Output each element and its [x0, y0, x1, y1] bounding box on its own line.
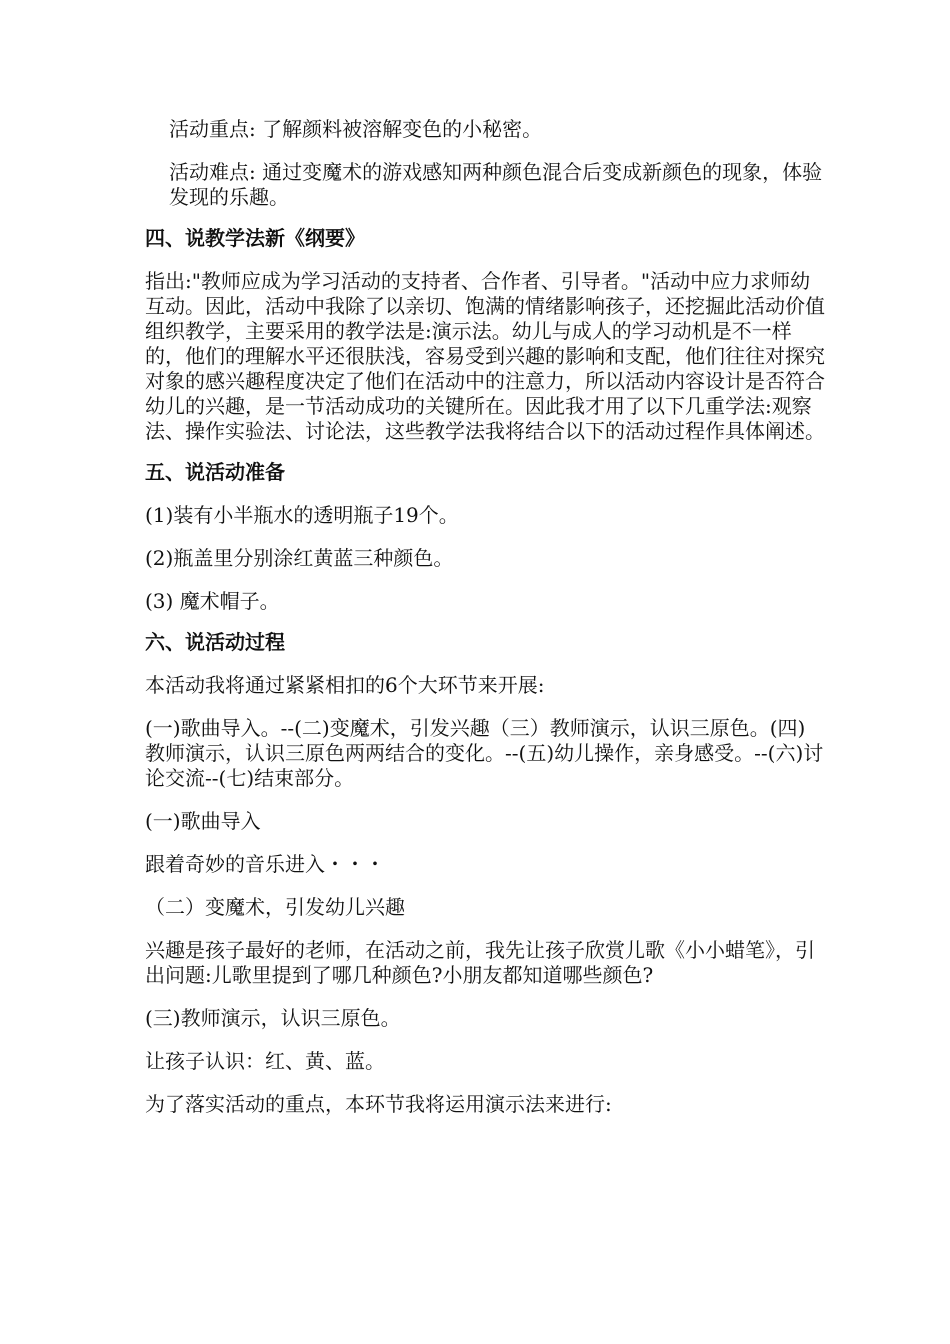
- step1-heading: (一)歌曲导入: [145, 809, 261, 833]
- prep-item-3: (3) 魔术帽子。: [145, 589, 280, 613]
- section-heading-6: 六、说活动过程: [145, 630, 285, 654]
- step3-heading: (三)教师演示，认识三原色。: [145, 1006, 401, 1030]
- step2-text: 兴趣是孩子最好的老师，在活动之前，我先让孩子欣赏儿歌《小小蜡笔》，引出问题:儿歌里提到了哪几种颜色?小朋友都知道哪些颜色?: [145, 938, 815, 987]
- process-steps: (一)歌曲导入。--(二)变魔术，引发兴趣（三）教师演示，认识三原色。(四)教师演示，认识三原色两两结合的变化。--(五)幼儿操作，亲身感受。--(六)讨论交流--(七)结束部分。: [145, 716, 824, 790]
- section-heading-4: 四、说教学法新《纲要》: [145, 226, 365, 250]
- prep-item-1: (1)装有小半瓶水的透明瓶子19个。: [145, 503, 459, 527]
- step1-text: 跟着奇妙的音乐进入・・・: [145, 852, 385, 876]
- step3-text-2: 为了落实活动的重点，本环节我将运用演示法来进行:: [145, 1092, 612, 1116]
- document-page: [145, 112, 825, 1117]
- section-heading-5: 五、说活动准备: [145, 460, 285, 484]
- difficulty-paragraph: 活动难点: 通过变魔术的游戏感知两种颜色混合后变成新颜色的现象，体验发现的乐趣。: [169, 160, 823, 209]
- key-point-paragraph: 活动重点: 了解颜料被溶解变色的小秘密。: [169, 117, 543, 141]
- teaching-method-paragraph: 指出:"教师应成为学习活动的支持者、合作者、引导者。"活动中应力求师幼互动。因此，活动中我除了以亲切、饱满的情绪影响孩子，还挖掘此活动价值组织教学，主要采用的教学法是:演示法。幼儿与成人的学习动机是不一样的，他们的理解水平还很肤浅，容易受到兴趣的影响和支配，他们往往对探究对象的感兴趣程度决定了他们在活动中的注意力，所以活动内容设计是否符合幼儿的兴趣，是一节活动成功的关键所在。因此我才用了以下几重学法:观察法、操作实验法、讨论法，这些教学法我将结合以下的活动过程作具体阐述。: [145, 269, 825, 443]
- step3-text: 让孩子认识：红、黄、蓝。: [145, 1049, 385, 1073]
- process-intro: 本活动我将通过紧紧相扣的6个大环节来开展:: [145, 673, 545, 697]
- prep-item-2: (2)瓶盖里分别涂红黄蓝三种颜色。: [145, 546, 454, 570]
- step2-heading: （二）变魔术，引发幼儿兴趣: [145, 895, 405, 919]
